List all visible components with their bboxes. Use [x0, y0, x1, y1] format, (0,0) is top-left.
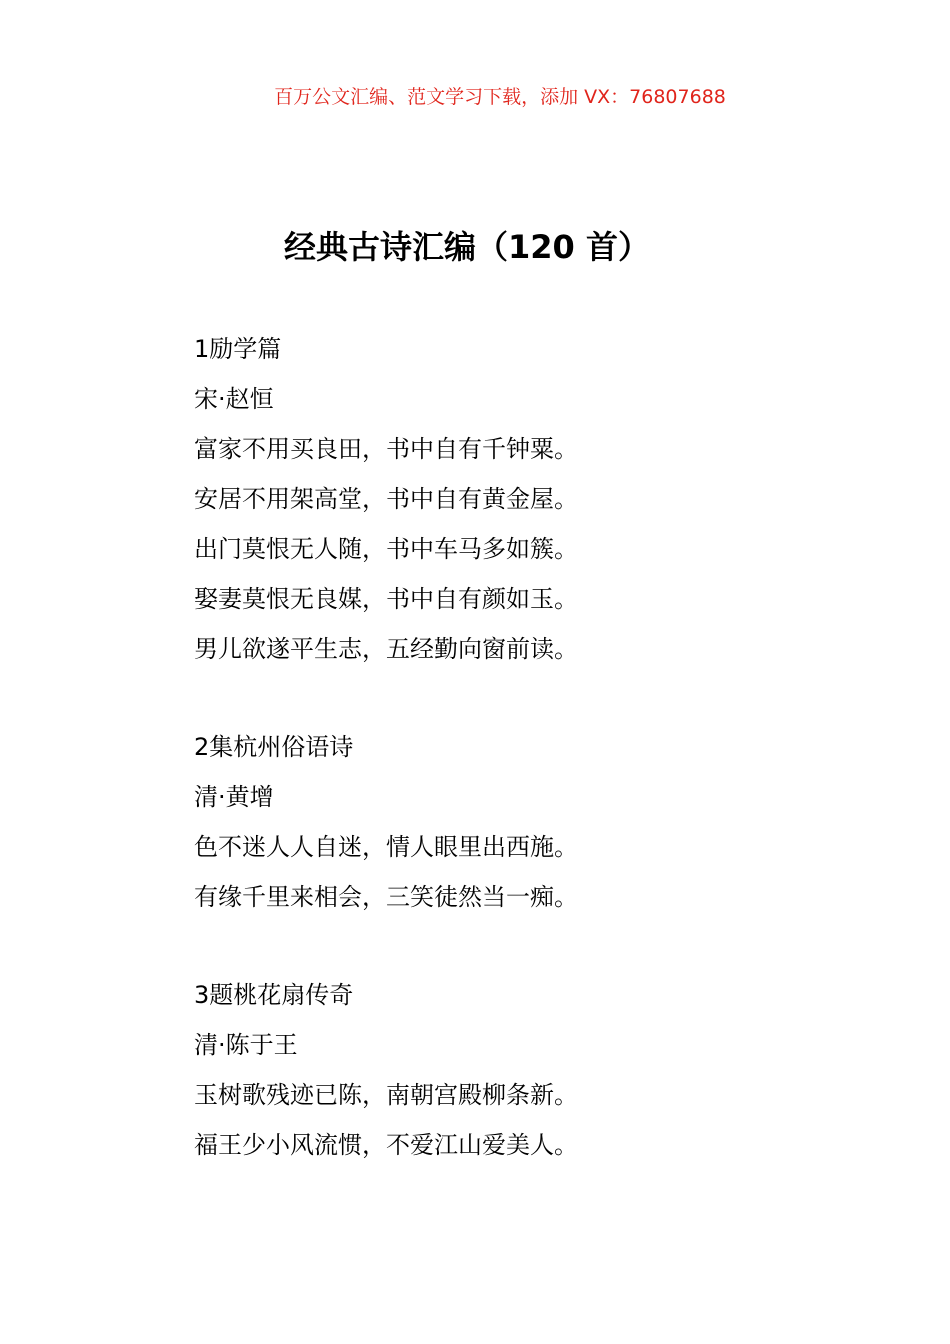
poem-author: 宋·赵恒	[194, 385, 274, 413]
poem	[194, 722, 894, 922]
poem	[194, 324, 894, 674]
poem-line: 色不迷人人自迷，情人眼里出西施。	[194, 833, 578, 861]
poem-line: 出门莫恨无人随，书中车马多如簇。	[194, 535, 578, 563]
poem-line: 娶妻莫恨无良媒，书中自有颜如玉。	[194, 585, 578, 613]
poem-line: 安居不用架高堂，书中自有黄金屋。	[194, 485, 578, 513]
document-title: 经典古诗汇编（120 首）	[284, 228, 650, 266]
document-body	[194, 324, 894, 1170]
poem-line: 男儿欲遂平生志，五经勤向窗前读。	[194, 635, 578, 663]
poem-line: 有缘千里来相会，三笑徒然当一痴。	[194, 883, 578, 911]
poem-title: 1励学篇	[194, 335, 282, 363]
poem-line: 玉树歌残迹已陈，南朝宫殿柳条新。	[194, 1081, 578, 1109]
header-notice: 百万公文汇编、范文学习下载，添加 VX：76807688	[274, 86, 726, 108]
poem-author: 清·黄增	[194, 783, 274, 811]
poem-line: 富家不用买良田，书中自有千钟粟。	[194, 435, 578, 463]
poem-title: 3题桃花扇传奇	[194, 981, 354, 1009]
poem-author: 清·陈于王	[194, 1031, 298, 1059]
poem	[194, 970, 894, 1170]
poem-title: 2集杭州俗语诗	[194, 733, 354, 761]
poem-line: 福王少小风流惯，不爱江山爱美人。	[194, 1131, 578, 1159]
